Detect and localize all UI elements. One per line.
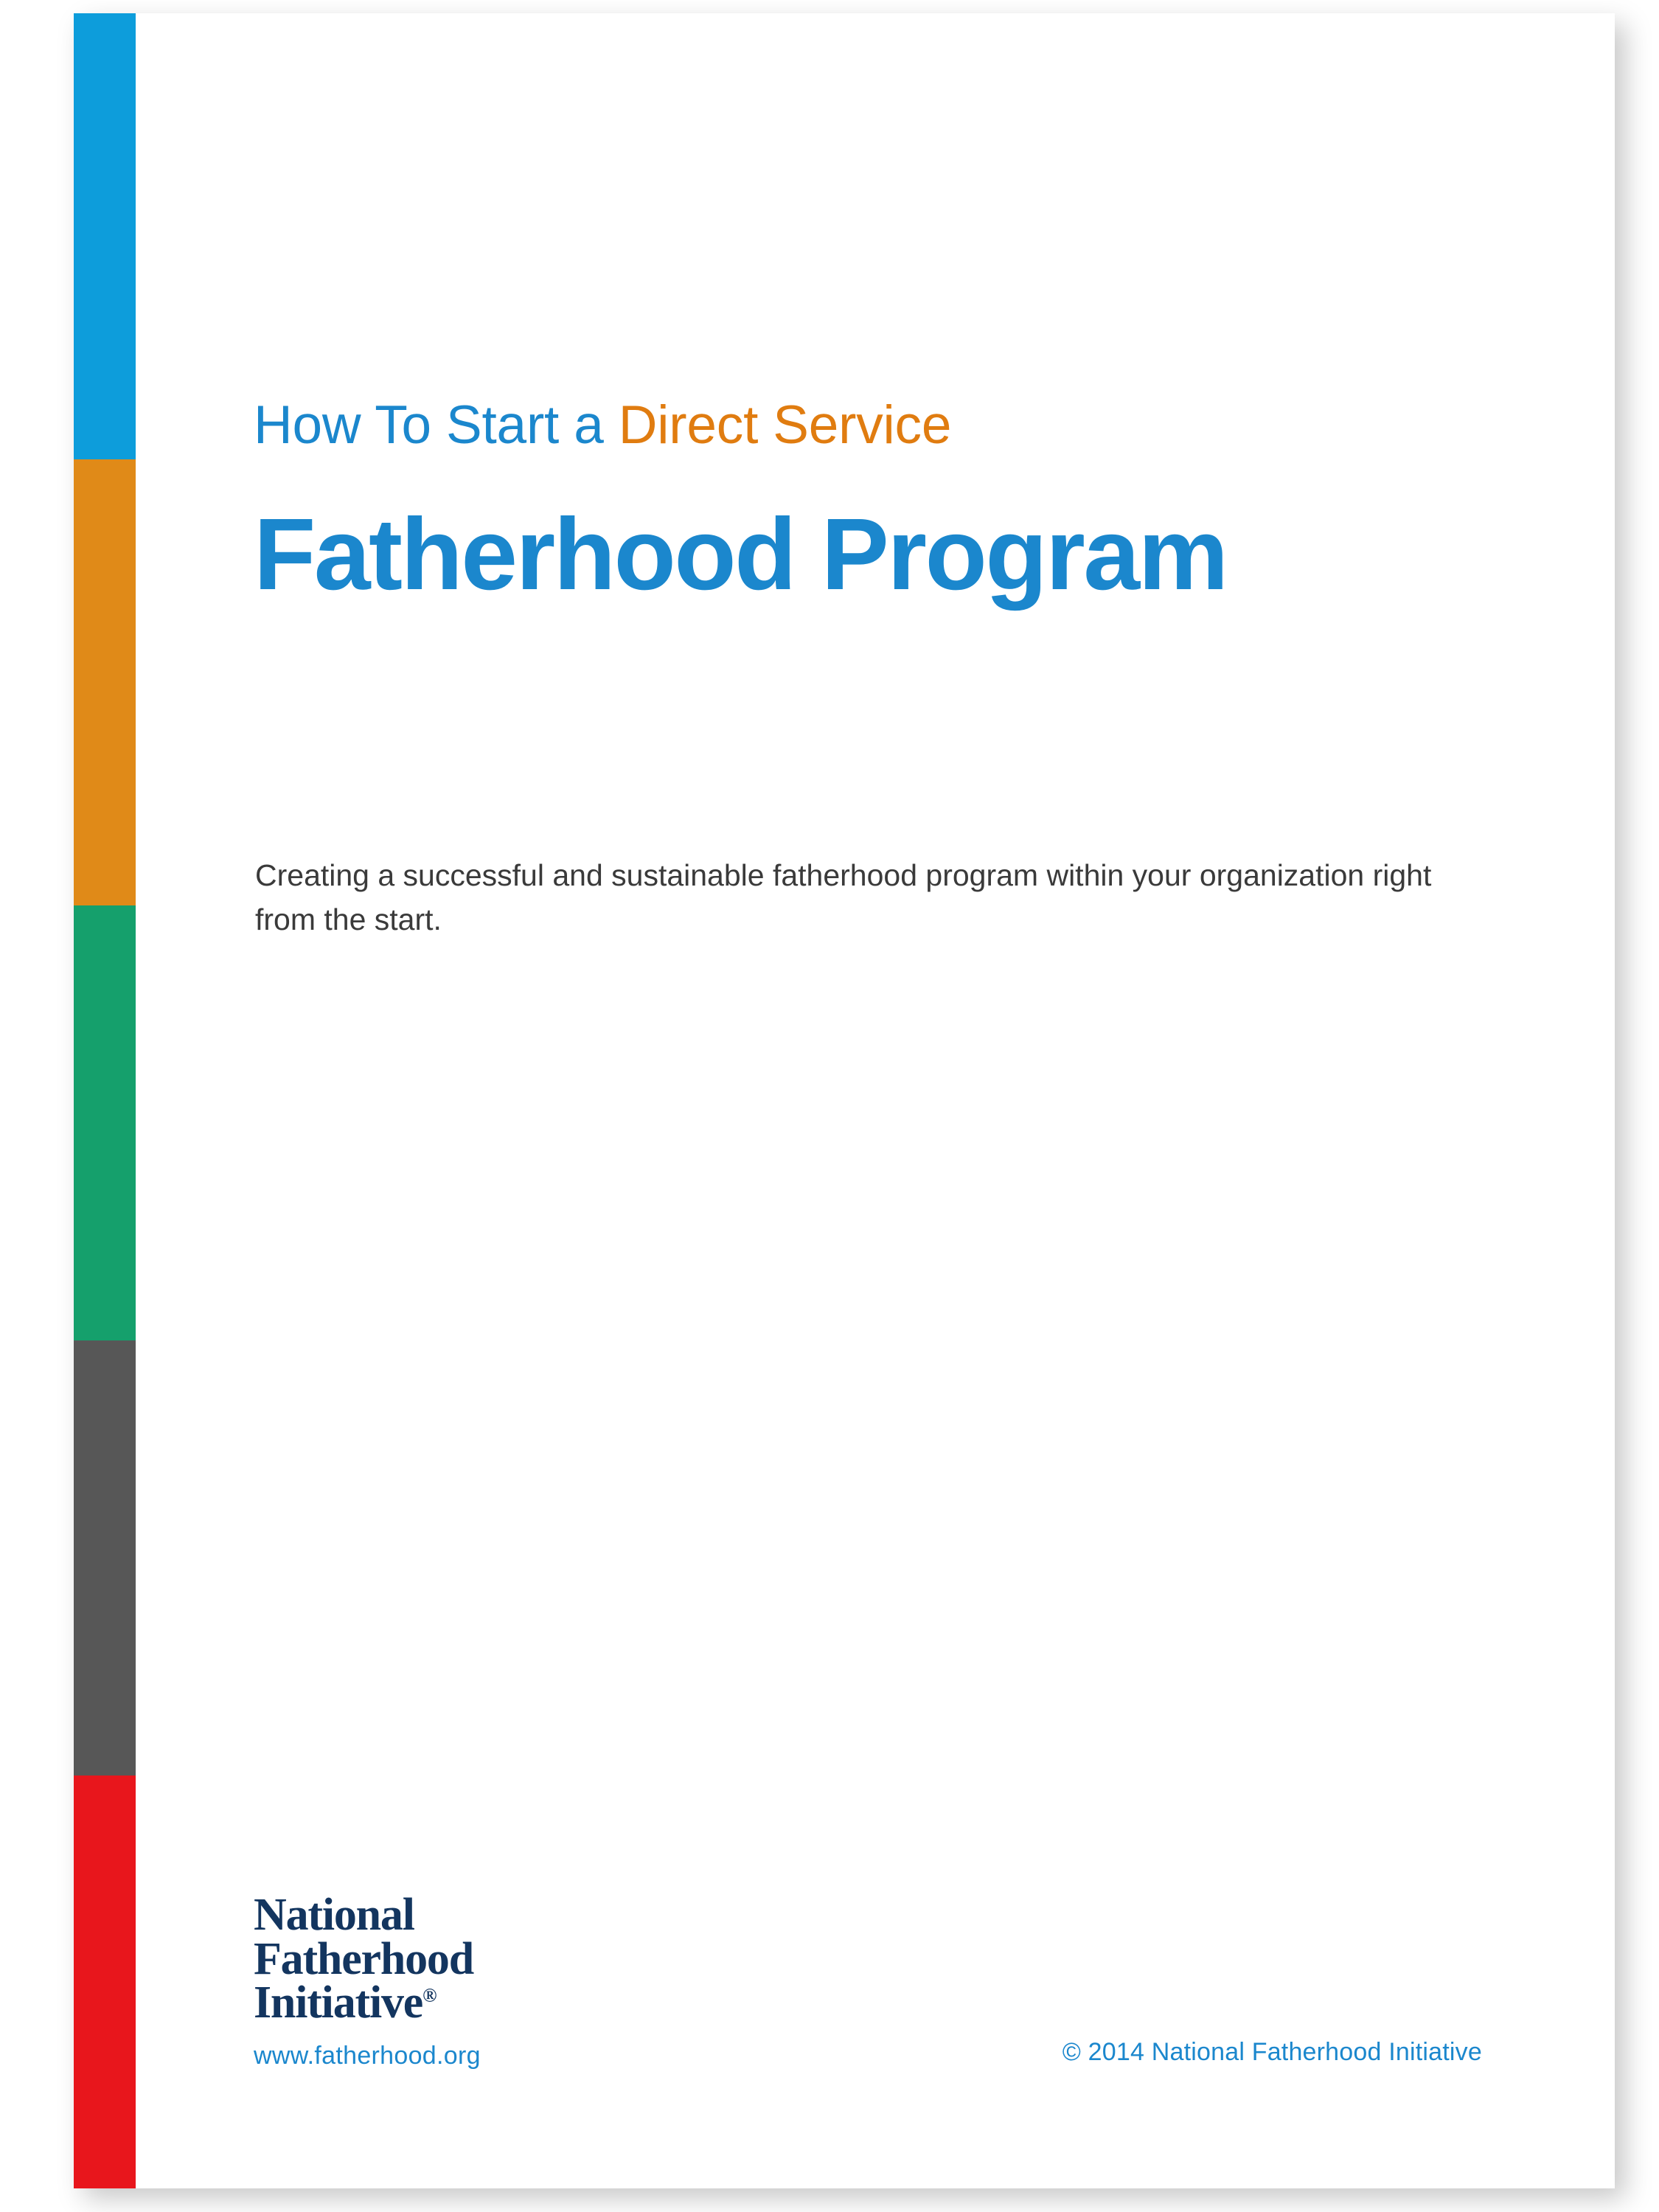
cover-kicker <box>254 397 1551 453</box>
logo-line-3-text: Initiative <box>254 1978 423 2028</box>
logo-national-fatherhood-initiative <box>254 1890 726 2070</box>
registered-trademark-icon: ® <box>422 1984 437 2006</box>
cover-content <box>136 13 1615 2188</box>
color-swatch-blue <box>74 13 136 459</box>
color-swatch-red <box>74 1775 136 2189</box>
logo-line-2: Fatherhood <box>254 1933 474 1984</box>
cover-kicker-prefix: How To Start a <box>254 395 619 455</box>
logo-line-3 <box>254 1978 726 2028</box>
document-cover-page <box>74 13 1615 2188</box>
copyright-notice: © 2014 National Fatherhood Initiative <box>1062 2038 1482 2066</box>
cover-subtitle: Creating a successful and sustainable fatherhood program within your organization right from the start. <box>255 858 1432 936</box>
website-url[interactable]: www.fatherhood.org <box>254 2042 481 2070</box>
color-swatch-green <box>74 905 136 1340</box>
cover-kicker-accent: Direct Service <box>618 395 952 455</box>
title-block <box>254 395 1551 612</box>
color-bar <box>74 13 136 2188</box>
color-swatch-gray <box>74 1340 136 1775</box>
logo-line-1: National <box>254 1890 414 1941</box>
page-title: Fatherhood Program <box>254 498 1227 612</box>
color-swatch-orange <box>74 459 136 905</box>
